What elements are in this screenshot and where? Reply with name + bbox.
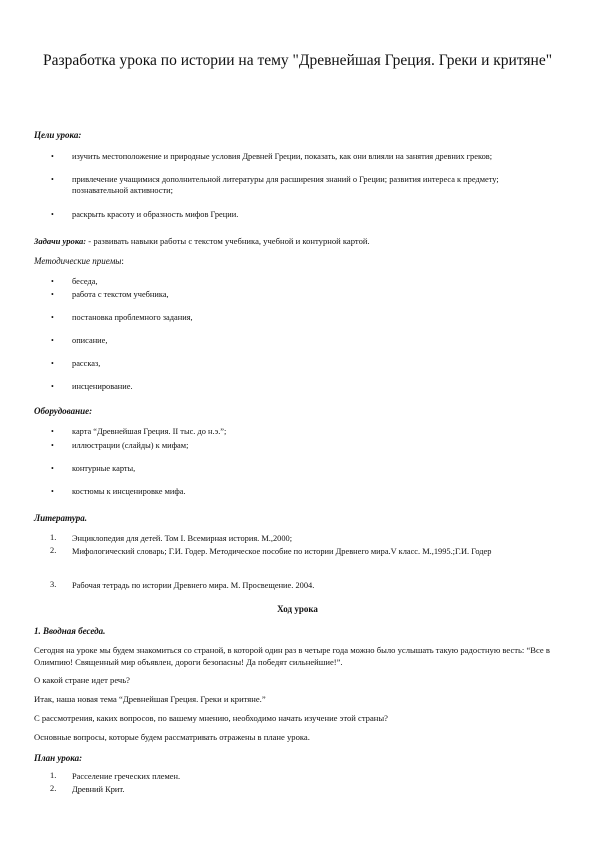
tasks-line — [34, 236, 559, 248]
bullet-icon: • — [51, 336, 54, 345]
methods-item: рассказ, — [72, 359, 101, 368]
list-number: 1. — [50, 533, 57, 542]
bullet-icon: • — [51, 487, 54, 496]
lesson-paragraph: С рассмотрения, каких вопросов, по вашему мнению, необходимо начать изучение этой страны? — [34, 713, 388, 723]
list-number: 2. — [50, 546, 57, 555]
plan-item: Древний Крит. — [72, 785, 125, 794]
list-number: 2. — [50, 784, 57, 793]
plan-item: Расселение греческих племен. — [72, 772, 181, 781]
lesson-paragraph: О какой стране идет речь? — [34, 675, 130, 685]
methods-item: беседа, — [72, 277, 98, 286]
methods-item: описание, — [72, 336, 108, 345]
plan-heading: План урока: — [34, 753, 83, 763]
literature-heading: Литература. — [34, 513, 87, 523]
bullet-icon: • — [51, 290, 54, 299]
literature-item: Мифологический словарь; Г.И. Годер. Методическое пособие по истории Древнего мира.V класс. М.,1995.;Г.И. Годер — [72, 547, 492, 556]
bullet-icon: • — [51, 464, 54, 473]
literature-item: Энциклопедия для детей. Том I. Всемирная история. М.,2000; — [72, 534, 293, 543]
goals-heading: Цели урока: — [34, 130, 82, 140]
bullet-icon: • — [51, 427, 54, 436]
equipment-item: карта “Древнейшая Греция. II тыс. до н.э.”; — [72, 427, 227, 436]
goals-item: изучить местоположение и природные условия Древней Греции, показать, как они влияли на занятия древних греков; — [72, 152, 493, 161]
methods-item: работа с текстом учебника, — [72, 290, 169, 299]
lesson-heading: Ход урока — [277, 604, 318, 614]
methods-heading: Методические приемы — [34, 256, 122, 266]
equipment-heading: Оборудование: — [34, 406, 93, 416]
equipment-item: контурные карты, — [72, 464, 136, 473]
equipment-item: иллюстрации (слайды) к мифам; — [72, 441, 189, 450]
bullet-icon: • — [51, 441, 54, 450]
list-number: 3. — [50, 580, 57, 589]
document-title: Разработка урока по истории на тему "Древнейшая Греция. Греки и критяне" — [42, 52, 553, 69]
tasks-heading: Задачи урока: — [34, 236, 87, 246]
tasks-text: - развивать навыки работы с текстом учебника, учебной и контурной картой. — [86, 236, 370, 246]
goals-item: привлечение учащимися дополнительной литературы для расширения знаний о Греции; развития интереса к предмету; познавательной активности; — [72, 175, 499, 196]
bullet-icon: • — [51, 382, 54, 391]
bullet-icon: • — [51, 313, 54, 322]
bullet-icon: • — [51, 277, 54, 286]
bullet-icon: • — [51, 175, 54, 184]
literature-item: Рабочая тетрадь по истории Древнего мира. М. Просвещение. 2004. — [72, 581, 315, 590]
equipment-item: костюмы к инсценировке мифа. — [72, 487, 186, 496]
lesson-paragraph: Основные вопросы, которые будем рассматривать отражены в плане урока. — [34, 732, 310, 742]
methods-item: инсценирование. — [72, 382, 133, 391]
methods-heading-colon: : — [121, 256, 124, 266]
methods-item: постановка проблемного задания, — [72, 313, 193, 322]
bullet-icon: • — [51, 359, 54, 368]
bullet-icon: • — [51, 152, 54, 161]
goals-item: раскрыть красоту и образность мифов Греции. — [72, 210, 239, 219]
section-heading: 1. Вводная беседа. — [34, 626, 106, 636]
bullet-icon: • — [51, 210, 54, 219]
list-number: 1. — [50, 771, 57, 780]
methods-heading-line — [34, 256, 124, 266]
lesson-paragraph: Сегодня на уроке мы будем знакомиться со страной, в которой один раз в четыре года можно было услышать такую радостную весть: “Все в Олимпию! Священный мир объявлен, дороги безопасны! Да победят сильнейшие!”. — [34, 645, 550, 667]
lesson-paragraph: Итак, наша новая тема “Древнейшая Греция. Греки и критяне.” — [34, 694, 266, 704]
